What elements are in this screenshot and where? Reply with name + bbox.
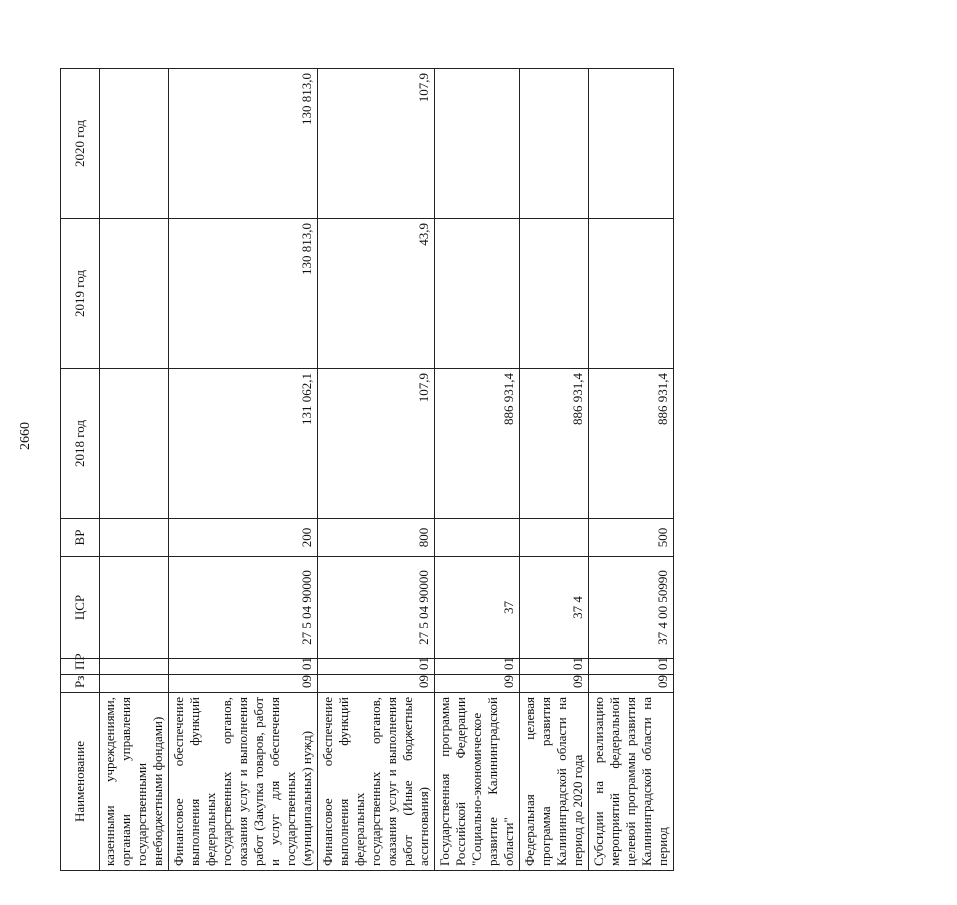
row-2018: 886 931,4	[589, 369, 674, 519]
row-2020	[520, 69, 589, 219]
page-number: 2660	[18, 422, 33, 450]
row-name: Федеральная целевая программа развития Калининградской области на период до 2020 года	[520, 693, 589, 871]
row-pr	[100, 659, 169, 675]
row-csr: 37 4 00 50990	[589, 557, 674, 659]
rotated-page	[52, 0, 957, 866]
row-2019	[100, 219, 169, 369]
header-2019: 2019 год	[61, 219, 100, 369]
row-vr: 200	[169, 519, 318, 557]
table-row	[100, 69, 169, 871]
row-2019	[520, 219, 589, 369]
row-vr: 500	[589, 519, 674, 557]
row-2018: 886 931,4	[435, 369, 520, 519]
row-2018	[100, 369, 169, 519]
row-name: Финансовое обеспечение выполнения функций федеральных государственных органов, оказания услуг и выполнения работ (Иные бюджетные ассигнования)	[318, 693, 435, 871]
header-pr: ПР	[61, 659, 100, 675]
row-2019: 130 813,0	[169, 219, 318, 369]
row-pr: 01	[169, 659, 318, 675]
row-2019: 43,9	[318, 219, 435, 369]
header-rz: Рз	[61, 675, 100, 693]
row-rz: 09	[169, 675, 318, 693]
row-csr: 27 5 04 90000	[169, 557, 318, 659]
row-csr	[100, 557, 169, 659]
table-header-row	[61, 69, 100, 871]
row-2020	[435, 69, 520, 219]
row-rz: 09	[318, 675, 435, 693]
header-2020: 2020 год	[61, 69, 100, 219]
table-row	[435, 69, 520, 871]
row-2020: 107,9	[318, 69, 435, 219]
row-pr: 01	[318, 659, 435, 675]
row-2019	[435, 219, 520, 369]
row-2020	[100, 69, 169, 219]
row-name: казенными учреждениями, органами управления государственными внебюджетными фондами)	[100, 693, 169, 871]
table-row	[169, 69, 318, 871]
table-row	[520, 69, 589, 871]
row-name: Государственная программа Российской Федерации "Социально-экономическое развитие Калининградской области"	[435, 693, 520, 871]
row-2020: 130 813,0	[169, 69, 318, 219]
budget-table	[60, 68, 674, 871]
row-vr	[100, 519, 169, 557]
table-row	[589, 69, 674, 871]
row-csr: 37 4	[520, 557, 589, 659]
row-rz	[100, 675, 169, 693]
row-vr: 800	[318, 519, 435, 557]
row-vr	[435, 519, 520, 557]
header-name: Наименование	[61, 693, 100, 871]
row-2018: 886 931,4	[520, 369, 589, 519]
table-row	[318, 69, 435, 871]
header-vr: ВР	[61, 519, 100, 557]
row-name: Финансовое обеспечение выполнения функций федеральных государственных органов, оказания услуг и выполнения работ (Закупка товаров, работ и услуг для обеспечения государственных (муниципальных) нужд)	[169, 693, 318, 871]
row-pr: 01	[435, 659, 520, 675]
row-2018: 107,9	[318, 369, 435, 519]
row-rz: 09	[435, 675, 520, 693]
row-2020	[589, 69, 674, 219]
row-csr: 37	[435, 557, 520, 659]
row-2019	[589, 219, 674, 369]
row-2018: 131 062,1	[169, 369, 318, 519]
header-2018: 2018 год	[61, 369, 100, 519]
row-csr: 27 5 04 90000	[318, 557, 435, 659]
row-rz: 09	[589, 675, 674, 693]
row-pr: 01	[589, 659, 674, 675]
rotated-content	[52, 0, 670, 905]
row-rz: 09	[520, 675, 589, 693]
header-csr: ЦСР	[61, 557, 100, 659]
row-pr: 01	[520, 659, 589, 675]
row-vr	[520, 519, 589, 557]
row-name: Субсидии на реализацию мероприятий федеральной целевой программы развития Калининградской области на период	[589, 693, 674, 871]
